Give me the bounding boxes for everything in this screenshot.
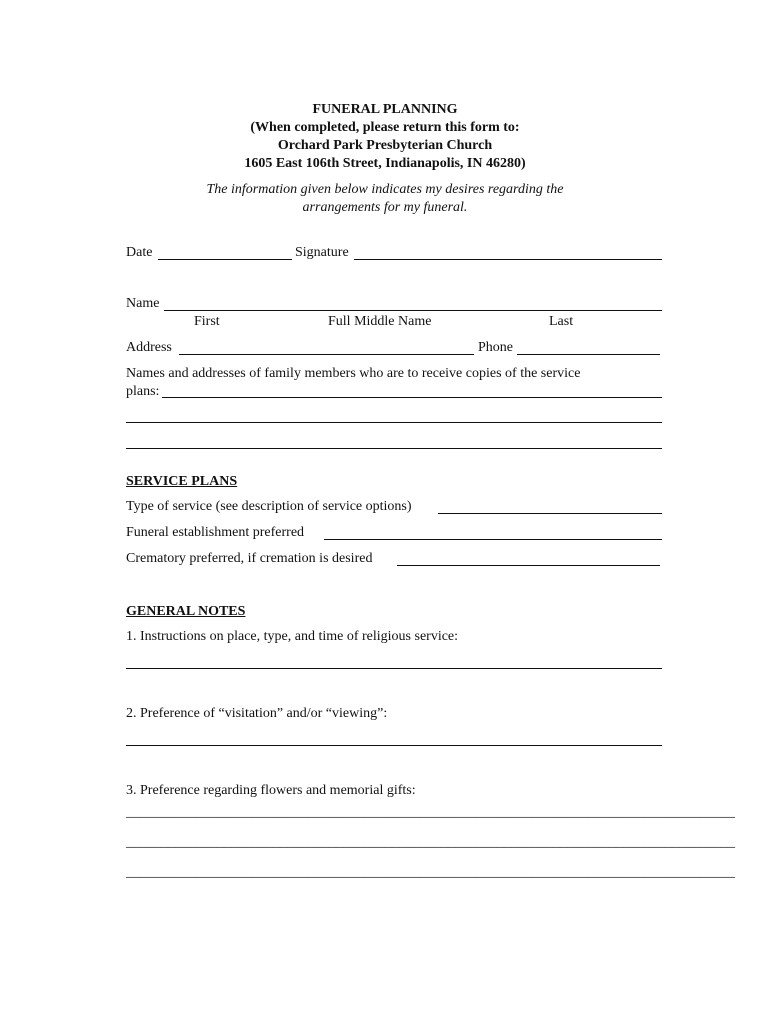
funeral-establishment-label: Funeral establishment preferred (126, 525, 305, 540)
date-field[interactable] (158, 259, 292, 260)
name-first-caption: First (194, 314, 220, 329)
family-members-field-3[interactable] (126, 448, 662, 449)
crematory-field[interactable] (397, 565, 660, 566)
service-plans-heading: SERVICE PLANS (126, 474, 238, 489)
intro-line-2: arrangements for my funeral. (302, 200, 468, 215)
date-label: Date (126, 245, 153, 260)
crematory-label: Crematory preferred, if cremation is desired (126, 551, 373, 566)
family-members-label-cont: plans: (126, 384, 160, 399)
flowers-field-1[interactable]: _______________________________________________________________________________________ (126, 805, 735, 820)
address-field[interactable] (179, 354, 474, 355)
name-middle-caption: Full Middle Name (328, 314, 432, 329)
flowers-field-3[interactable]: _______________________________________________________________________________________ (126, 865, 735, 880)
funeral-establishment-field[interactable] (324, 539, 662, 540)
church-address: 1605 East 106th Street, Indianapolis, IN 46280) (244, 156, 526, 171)
church-name: Orchard Park Presbyterian Church (277, 138, 493, 153)
family-members-label: Names and addresses of family members who are to receive copies of the service (126, 366, 581, 381)
general-notes-heading: GENERAL NOTES (126, 604, 246, 619)
visitation-field[interactable] (126, 745, 662, 746)
name-field[interactable] (164, 310, 662, 311)
visitation-label: 2. Preference of “visitation” and/or “viewing”: (126, 706, 388, 721)
flowers-field-2[interactable]: _______________________________________________________________________________________ (126, 835, 735, 850)
intro-statement (0, 181, 770, 217)
name-last-caption: Last (549, 314, 574, 329)
name-label: Name (126, 296, 160, 311)
religious-service-field[interactable] (126, 668, 662, 669)
return-instruction: (When completed, please return this form to: (250, 120, 520, 135)
signature-field[interactable] (354, 259, 662, 260)
flowers-label: 3. Preference regarding flowers and memorial gifts: (126, 783, 416, 798)
signature-label: Signature (295, 245, 349, 260)
phone-field[interactable] (517, 354, 660, 355)
religious-service-label: 1. Instructions on place, type, and time of religious service: (126, 629, 459, 644)
intro-line-1: The information given below indicates my desires regarding the (206, 182, 564, 197)
form-header (0, 101, 770, 173)
service-type-label: Type of service (see description of service options) (126, 499, 412, 514)
form-title: FUNERAL PLANNING (312, 102, 458, 117)
family-members-field-2[interactable] (126, 422, 662, 423)
phone-label: Phone (478, 340, 513, 355)
family-members-field-1[interactable] (162, 397, 662, 398)
address-label: Address (126, 340, 172, 355)
service-type-field[interactable] (438, 513, 662, 514)
